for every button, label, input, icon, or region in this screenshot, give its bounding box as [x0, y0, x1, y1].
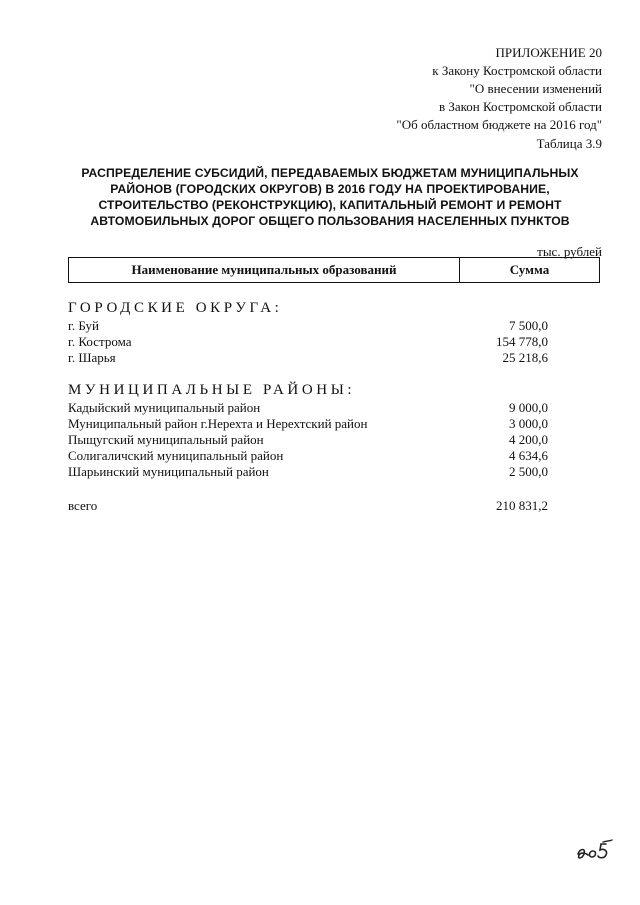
row-value: 25 218,6 — [502, 350, 548, 365]
row-name: г. Буй — [68, 318, 99, 333]
row-value: 9 000,0 — [509, 400, 548, 415]
section-heading-municipal-districts: МУНИЦИПАЛЬНЫЕ РАЙОНЫ: — [68, 382, 356, 398]
row-name: г. Кострома — [68, 334, 132, 349]
appendix-header — [396, 44, 602, 134]
table-row — [68, 318, 548, 334]
row-name: Шарьинский муниципальный район — [68, 464, 269, 479]
title-line: СТРОИТЕЛЬСТВО (РЕКОНСТРУКЦИЮ), КАПИТАЛЬНЫЙ РЕМОНТ И РЕМОНТ — [98, 198, 562, 212]
table-row — [68, 350, 548, 366]
title-line: АВТОМОБИЛЬНЫХ ДОРОГ ОБЩЕГО ПОЛЬЗОВАНИЯ НАСЕЛЕННЫХ ПУНКТОВ — [90, 214, 570, 228]
appendix-line: ПРИЛОЖЕНИЕ 20 — [495, 45, 602, 60]
total-value: 210 831,2 — [496, 498, 548, 513]
table-row — [68, 334, 548, 350]
appendix-line: "О внесении изменений — [469, 81, 602, 96]
table-row — [68, 464, 548, 480]
total-label: всего — [68, 498, 98, 513]
handwritten-page-number — [575, 838, 619, 864]
row-name: Солигаличский муниципальный район — [68, 448, 284, 463]
table-header — [68, 257, 600, 283]
table-number: Таблица 3.9 — [536, 136, 602, 151]
section-heading-city-districts: ГОРОДСКИЕ ОКРУГА: — [68, 300, 283, 316]
appendix-line: "Об областном бюджете на 2016 год" — [396, 117, 602, 132]
appendix-line: к Закону Костромской области — [432, 63, 602, 78]
row-value: 3 000,0 — [509, 416, 548, 431]
table-row — [68, 448, 548, 464]
total-row — [68, 498, 548, 514]
appendix-line: в Закон Костромской области — [438, 99, 602, 114]
row-name: Муниципальный район г.Нерехта и Нерехтский район — [68, 416, 368, 431]
document-title — [70, 165, 590, 229]
units-label: тыс. рублей — [537, 244, 602, 259]
row-value: 2 500,0 — [509, 464, 548, 479]
table-row — [68, 400, 548, 416]
row-name: Кадыйский муниципальный район — [68, 400, 261, 415]
title-line: РАСПРЕДЕЛЕНИЕ СУБСИДИЙ, ПЕРЕДАВАЕМЫХ БЮДЖЕТАМ МУНИЦИПАЛЬНЫХ — [81, 166, 579, 180]
row-value: 4 634,6 — [509, 448, 548, 463]
header-sum-column: Сумма — [509, 262, 550, 277]
row-value: 4 200,0 — [509, 432, 548, 447]
table-row — [68, 432, 548, 448]
table-row — [68, 416, 548, 432]
row-name: г. Шарья — [68, 350, 116, 365]
header-name-column: Наименование муниципальных образований — [69, 258, 460, 282]
row-value: 7 500,0 — [509, 318, 548, 333]
title-line: РАЙОНОВ (ГОРОДСКИХ ОКРУГОВ) В 2016 ГОДУ НА ПРОЕКТИРОВАНИЕ, — [110, 182, 550, 196]
row-value: 154 778,0 — [496, 334, 548, 349]
row-name: Пыщугский муниципальный район — [68, 432, 264, 447]
